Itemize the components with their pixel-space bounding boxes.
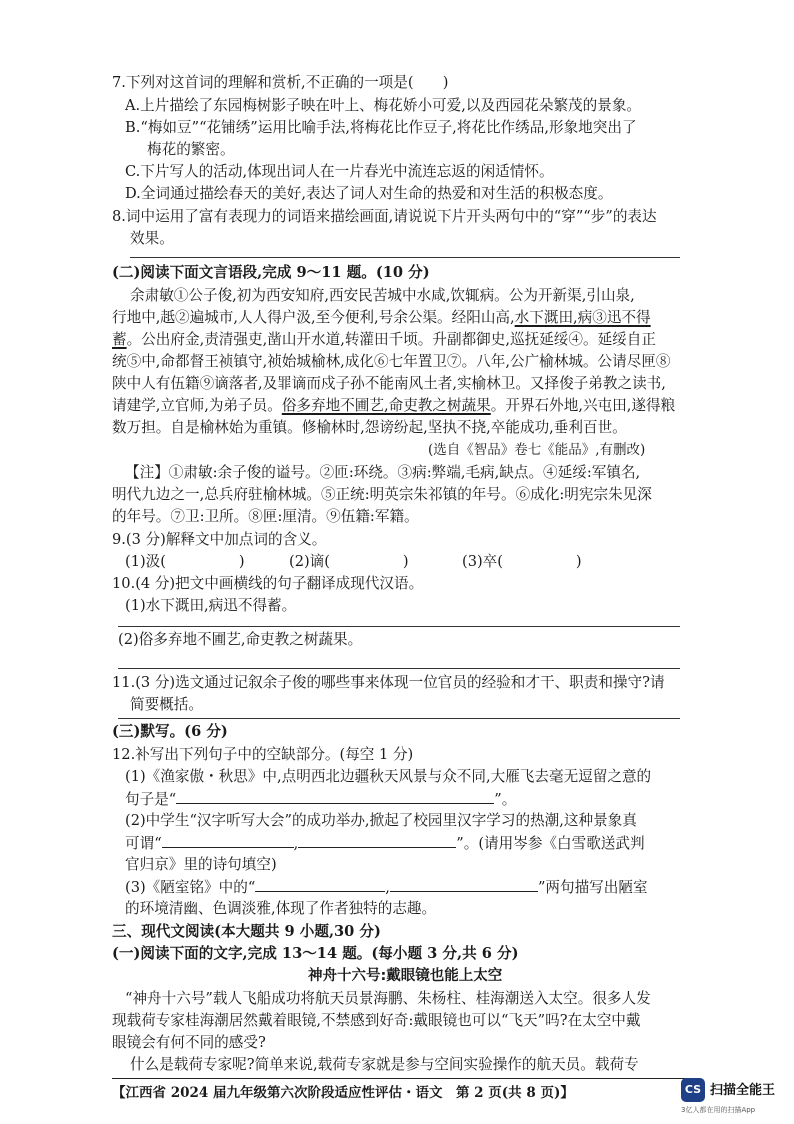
q7-option-a: A.上片描绘了东园梅树影子映在叶上、梅花娇小可爱,以及西园花朵繁茂的景象。 — [125, 97, 642, 114]
q12-blank-1[interactable] — [176, 789, 494, 804]
note-line-1: 【注】①肃敏:余子俊的谥号。②匝:环绕。③病:弊端,毛病,缺点。④延绥:军镇名, — [125, 464, 641, 481]
q10-answer-line-2[interactable] — [118, 668, 680, 669]
q12-part3-line2: 的环境清幽、色调淡雅,体现了作者独特的志趣。 — [125, 900, 437, 917]
q11-answer-line[interactable] — [118, 718, 680, 719]
camscanner-name: 扫描全能王 — [710, 1083, 776, 1098]
q9-item-1[interactable]: (1)汲( ) — [125, 553, 245, 570]
camscanner-slogan: 3亿人都在用的扫描App — [681, 1106, 756, 1114]
q10-answer-line-1[interactable] — [118, 626, 680, 627]
q12-part2-line3: 官归京》里的诗句填空) — [125, 856, 277, 873]
article-line-1: “神舟十六号”载人飞船成功将航天员景海鹏、朱杨柱、桂海潮送入太空。很多人发 — [125, 990, 651, 1007]
passage-line-1: 余肃敏①公子俊,初为西安知府,西安民苦城中水咸,饮辄病。公为开新渠,引山泉, — [130, 287, 635, 304]
q12-part3-line1: (3)《陋室铭》中的“ , ”两句描写出陋室 — [125, 879, 648, 896]
passage-line-2: 行地中,赿②遍城市,人人得户汲,至今便利,号余公渠。经阳山高,水下溉田,病③迅不得 — [112, 309, 651, 326]
q7-stem: 7.下列对这首词的理解和赏析,不正确的一项是( ) — [112, 74, 449, 91]
underlined-sentence-2: 俗多弃地不圃艺,命吏教之树蔬果 — [281, 397, 491, 414]
q12-part1-line2: 句子是“ ”。 — [125, 791, 517, 808]
section3-heading: (三)默写。(6 分) — [112, 723, 228, 740]
note-line-2: 明代九边之一,总兵府驻榆林城。⑤正统:明英宗朱祁镇的年号。⑥成化:明宪宗朱见深 — [112, 486, 652, 503]
section2-heading: (二)阅读下面文言语段,完成 9～11 题。(10 分) — [112, 264, 430, 281]
q12-stem: 12.补写出下列句子中的空缺部分。(每空 1 分) — [112, 746, 414, 763]
q8-answer-line[interactable] — [130, 257, 680, 258]
camscanner-logo-icon: CS — [681, 1078, 705, 1102]
dotted-word-ji: 汲 — [296, 309, 312, 326]
q7-option-c: C.下片写人的活动,体现出词人在一片春光中流连忘返的闲适情怀。 — [125, 163, 554, 180]
q9-item-2[interactable]: (2)谪( ) — [289, 553, 409, 570]
passage-line-4: 统⑤中,命都督王祯镇守,祯始城榆林,成化⑥七年置卫⑦。八年,公广榆林城。公请尽匣⑧ — [112, 353, 671, 370]
passage-source: (选自《智品》卷七《能品》,有删改) — [428, 442, 646, 458]
q10-sentence-2: (2)俗多弃地不圃艺,命吏教之树蔬果。 — [118, 631, 363, 648]
q12-part2-line1: (2)中学生“汉字听写大会”的成功举办,掀起了校园里汉字学习的热潮,这种景象真 — [125, 812, 637, 829]
underlined-sentence-1b: 蓄 — [112, 331, 127, 348]
q12-blank-5[interactable] — [390, 877, 538, 892]
note-line-3: 的年号。⑦卫:卫所。⑧匣:厘清。⑨伍籍:军籍。 — [112, 508, 419, 525]
q10-stem: 10.(4 分)把文中画横线的句子翻译成现代汉语。 — [112, 575, 424, 592]
q7-option-b-line2: 梅花的繁密。 — [147, 141, 235, 158]
page-footer: 【江西省 2024 届九年级第六次阶段适应性评估・语文 第 2 页(共 8 页)】 — [112, 1085, 574, 1101]
article-line-4: 什么是载荷专家呢?简单来说,载荷专家就是参与空间实验操作的航天员。载荷专 — [130, 1056, 639, 1073]
q9-item-3[interactable]: (3)卒( ) — [462, 553, 582, 570]
article-title: 神舟十六号:戴眼镜也能上太空 — [308, 968, 503, 984]
q12-blank-3[interactable] — [298, 833, 456, 848]
article-line-3: 眼镜会有何不同的感受? — [112, 1034, 266, 1051]
q7-option-b-line1: B.“梅如豆”“花铺绣”运用比喻手法,将梅花比作豆子,将花比作绣品,形象地突出了 — [125, 119, 637, 136]
underlined-sentence-1a: 水下溉田,病③迅不得 — [514, 309, 651, 326]
footer-rule — [112, 1078, 687, 1079]
q11-line1: 11.(3 分)选文通过记叙余子俊的哪些事来体现一位官员的经验和才干、职责和操守?请 — [112, 674, 665, 691]
dotted-word-zhe: 谪 — [291, 375, 307, 392]
q7-option-d: D.全词通过描绘春天的美好,表达了词人对生命的热爱和对生活的积极态度。 — [125, 185, 613, 202]
passage-line-7: 数万担。自是榆林始为重镇。修榆林时,怨谤纷起,坚执不挠,卒能成功,垂利百世。 — [112, 419, 627, 436]
q8-line2: 效果。 — [130, 230, 174, 247]
q12-blank-4[interactable] — [255, 877, 385, 892]
part3-subheading: (一)阅读下面的文字,完成 13～14 题。(每小题 3 分,共 6 分) — [112, 945, 519, 962]
article-line-2: 现载荷专家桂海潮居然戴着眼镜,不禁感到好奇:戴眼镜也可以“飞天”吗?在太空中戴 — [112, 1012, 641, 1029]
q12-blank-2[interactable] — [162, 833, 294, 848]
passage-line-3: 蓄。公出府金,责清强吏,凿山开水道,转灌田千顷。升副都御史,巡抚延绥④。延绥自正 — [112, 331, 656, 348]
part3-heading: 三、现代文阅读(本大题共 9 小题,30 分) — [112, 923, 381, 940]
passage-line-5: 陕中人有伍籍⑨谪落者,及罪谪而戍子孙不能南风土者,实榆林卫。又择俊子弟教之读书, — [112, 375, 666, 392]
passage-line-6: 请建学,立官师,为弟子员。俗多弃地不圃艺,命吏教之树蔬果。开界石外地,兴屯田,遂得粮 — [112, 397, 676, 414]
q12-part1-line1: (1)《渔家傲・秋思》中,点明西北边疆秋天风景与众不同,大雁飞去毫无逗留之意的 — [125, 768, 652, 785]
q10-sentence-1: (1)水下溉田,病迅不得蓄。 — [125, 597, 297, 614]
q9-stem: 9.(3 分)解释文中加点词的含义。 — [112, 531, 327, 548]
dotted-word-zu: 卒 — [490, 419, 506, 436]
q12-part2-line2: 可谓“ , ”。(请用岑参《白雪歌送武判 — [125, 835, 645, 852]
q8-line1: 8.词中运用了富有表现力的词语来描绘画面,请说说下片开头两句中的“穿”“步”的表达 — [112, 208, 657, 225]
q11-line2: 简要概括。 — [130, 696, 203, 713]
